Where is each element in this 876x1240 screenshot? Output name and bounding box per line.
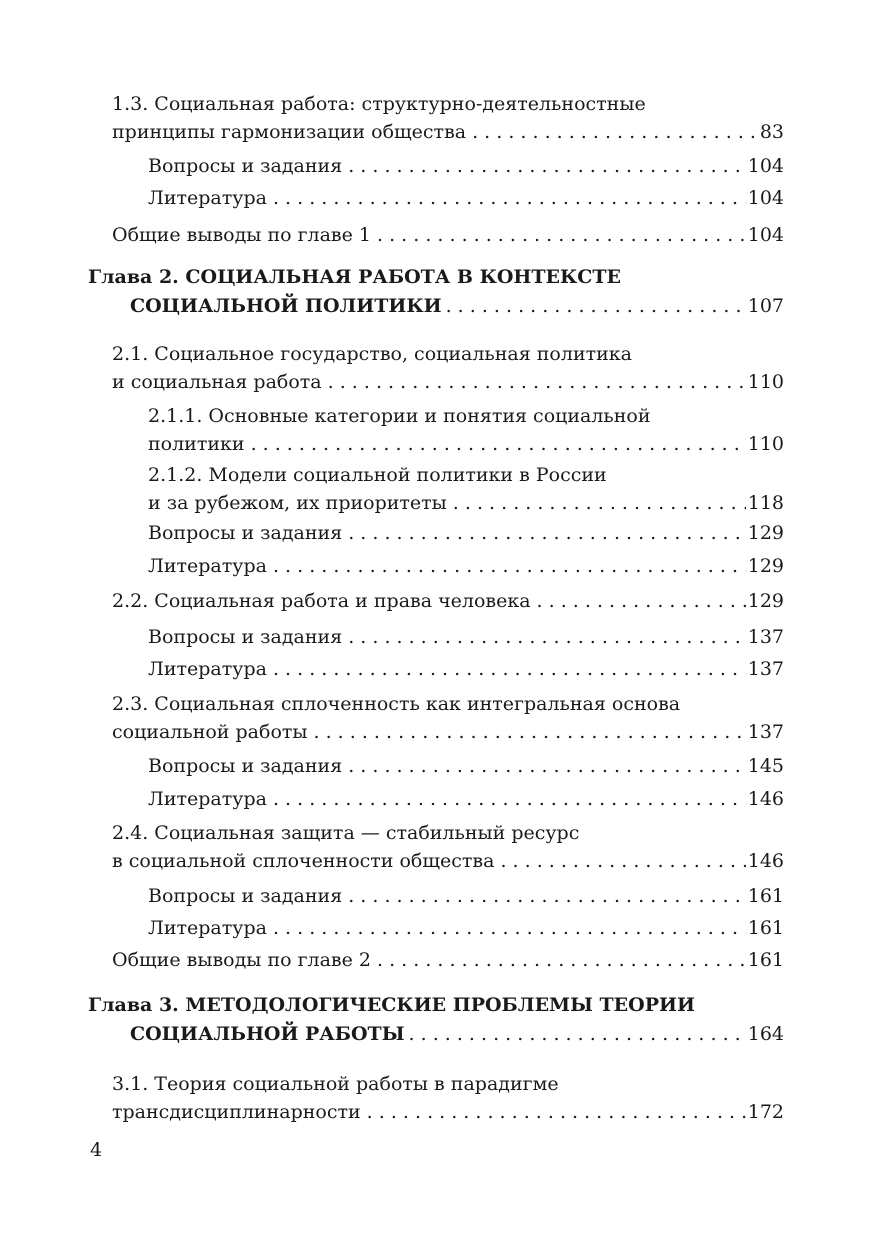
toc-chapter-3 [88, 992, 784, 1047]
toc-page-number: 104 [747, 187, 784, 209]
toc-entry-3-1 [112, 1072, 784, 1124]
leader-dots [377, 223, 746, 247]
toc-entry-title: 1.3. Социальная работа: структурно-деятельностные [112, 93, 646, 115]
toc-page-number: 83 [759, 121, 784, 143]
leader-dots [409, 1021, 746, 1047]
leader-dots [273, 916, 746, 940]
toc-page-number: 107 [747, 295, 784, 317]
toc-entry-2-4-literature [148, 916, 784, 940]
leader-dots [537, 589, 746, 613]
toc-entry-title: Литература [148, 917, 267, 939]
chapter-title-cont: СОЦИАЛЬНОЙ РАБОТЫ [130, 1023, 405, 1045]
chapter-title-cont: СОЦИАЛЬНОЙ ПОЛИТИКИ [130, 295, 442, 317]
leader-dots [367, 1100, 746, 1124]
toc-page-number: 164 [747, 1023, 784, 1045]
toc-entry-title: 2.1.1. Основные категории и понятия социальной [148, 405, 651, 427]
toc-page-number: 161 [747, 885, 784, 907]
toc-page-number: 104 [747, 155, 784, 177]
leader-dots [446, 293, 746, 319]
toc-entry-title: Литература [148, 788, 267, 810]
toc-entry-chapter1-conclusions [112, 223, 784, 247]
toc-page-number: 161 [747, 917, 784, 939]
toc-page-number: 146 [747, 788, 784, 810]
toc-entry-title: 3.1. Теория социальной работы в парадигме [112, 1073, 559, 1095]
toc-entry-title-cont: в социальной сплоченности общества [112, 850, 495, 872]
toc-entry-title: Вопросы и задания [148, 885, 343, 907]
toc-entry-title: 2.3. Социальная сплоченность как интегральная основа [112, 693, 681, 715]
toc-entry-title: Общие выводы по главе 1 [112, 224, 372, 246]
leader-dots [453, 491, 746, 515]
leader-dots [348, 521, 746, 545]
toc-page-number: 110 [747, 371, 784, 393]
toc-entry-2-1-questions [148, 521, 784, 545]
leader-dots [273, 554, 746, 578]
toc-page-number: 129 [747, 555, 784, 577]
toc-page-number: 145 [747, 755, 784, 777]
toc-page-number: 129 [747, 590, 784, 612]
toc-entry-chapter2-conclusions [112, 948, 784, 972]
toc-page-number: 110 [747, 433, 784, 455]
leader-dots [377, 948, 746, 972]
toc-entry-title: 2.2. Социальная работа и права человека [112, 590, 531, 612]
toc-entry-title-cont: трансдисциплинарности [112, 1101, 361, 1123]
chapter-title: Глава 3. МЕТОДОЛОГИЧЕСКИЕ ПРОБЛЕМЫ ТЕОРИИ [88, 994, 695, 1016]
toc-page-number: 172 [747, 1101, 784, 1123]
toc-entry-2-3 [112, 692, 784, 744]
toc-entry-title-cont: принципы гармонизации общества [112, 121, 467, 143]
toc-page-number: 146 [747, 850, 784, 872]
leader-dots [273, 787, 746, 811]
toc-entry-2-3-questions [148, 754, 784, 778]
toc-page-number: 104 [747, 224, 784, 246]
toc-entry-2-2 [112, 589, 784, 613]
toc-entry-title: 2.1.2. Модели социальной политики в России [148, 464, 607, 486]
toc-page-number: 137 [747, 626, 784, 648]
toc-entry-title-cont: и за рубежом, их приоритеты [148, 492, 447, 514]
toc-entry-title-cont: и социальная работа [112, 371, 322, 393]
toc-entry-title-cont: политики [148, 433, 245, 455]
toc-page-number: 118 [747, 492, 784, 514]
leader-dots [273, 186, 746, 210]
toc-page-number: 161 [747, 949, 784, 971]
leader-dots [500, 849, 745, 873]
toc-entry-2-1 [112, 342, 784, 394]
toc-entry-1-3-questions [148, 154, 784, 178]
toc-entry-title: Литература [148, 658, 267, 680]
toc-entry-title: Общие выводы по главе 2 [112, 949, 372, 971]
leader-dots [251, 432, 746, 456]
toc-entry-2-1-2 [148, 463, 784, 515]
toc-entry-title: Вопросы и задания [148, 155, 343, 177]
toc-chapter-2 [88, 264, 784, 319]
toc-entry-2-3-literature [148, 787, 784, 811]
toc-page-number: 137 [747, 721, 784, 743]
page-number: 4 [90, 1139, 103, 1161]
leader-dots [273, 657, 746, 681]
toc-page-number: 129 [747, 522, 784, 544]
toc-entry-2-2-questions [148, 625, 784, 649]
leader-dots [348, 754, 746, 778]
toc-entry-title: 2.1. Социальное государство, социальная политика [112, 343, 632, 365]
toc-entry-1-3-literature [148, 186, 784, 210]
toc-entry-title: Литература [148, 187, 267, 209]
leader-dots [314, 720, 746, 744]
toc-entry-2-4 [112, 821, 784, 873]
toc-entry-title: Вопросы и задания [148, 755, 343, 777]
toc-entry-title-cont: социальной работы [112, 721, 308, 743]
toc-entry-title: Вопросы и задания [148, 626, 343, 648]
toc-entry-title: Вопросы и задания [148, 522, 343, 544]
toc-entry-2-4-questions [148, 884, 784, 908]
leader-dots [348, 625, 746, 649]
chapter-title: Глава 2. СОЦИАЛЬНАЯ РАБОТА В КОНТЕКСТЕ [88, 266, 622, 288]
toc-page-number: 137 [747, 658, 784, 680]
toc-entry-1-3 [112, 92, 784, 144]
toc-entry-title: Литература [148, 555, 267, 577]
leader-dots [328, 370, 746, 394]
leader-dots [472, 120, 758, 144]
toc-entry-2-1-literature [148, 554, 784, 578]
toc-entry-2-1-1 [148, 404, 784, 456]
toc-entry-title: 2.4. Социальная защита — стабильный ресурс [112, 822, 580, 844]
leader-dots [348, 884, 746, 908]
toc-entry-2-2-literature [148, 657, 784, 681]
leader-dots [348, 154, 746, 178]
